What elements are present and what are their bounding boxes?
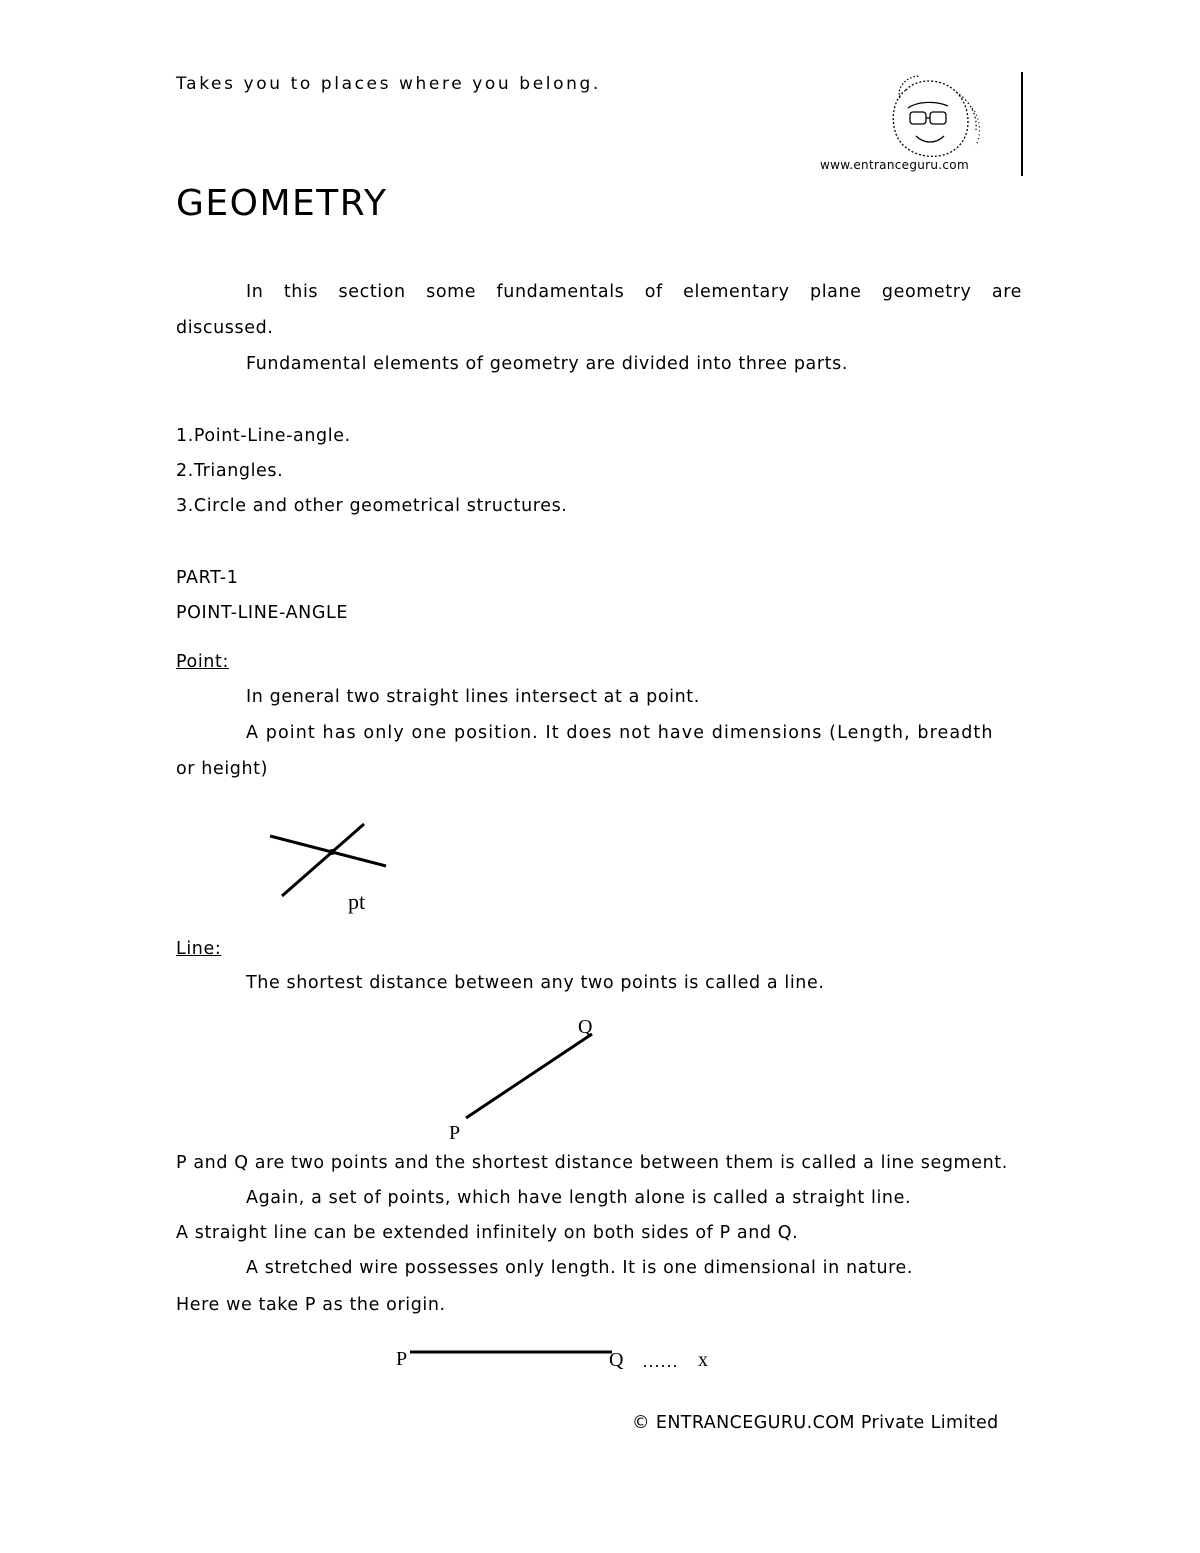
figure-line-a <box>270 836 386 866</box>
line-para-5: Here we take P as the origin. <box>176 1295 446 1315</box>
figure-line-b <box>282 824 364 896</box>
list-item: 2.Triangles. <box>176 461 284 481</box>
point-line-2: A point has only one position. It does not have dimensions (Length, breadth <box>246 723 994 743</box>
axis-figure <box>408 1342 628 1362</box>
part-subheading: POINT-LINE-ANGLE <box>176 603 348 623</box>
line-segment-figure <box>458 1026 618 1136</box>
intro-line-1-text: In this section some fundamentals of elementary plane geometry are <box>246 282 1022 302</box>
line-para-2: Again, a set of points, which have length alone is called a straight line. <box>246 1188 912 1208</box>
point-figure <box>260 818 400 918</box>
point-line-2-cont: or height) <box>176 759 269 779</box>
list-item: 3.Circle and other geometrical structures. <box>176 496 568 516</box>
segment-pq <box>466 1034 592 1118</box>
page-title: GEOMETRY <box>176 183 388 224</box>
axis-label-p: P <box>396 1348 408 1370</box>
line-para-3: A straight line can be extended infinitely on both sides of P and Q. <box>176 1223 799 1243</box>
point-heading: Point: <box>176 652 229 672</box>
part-heading: PART-1 <box>176 568 239 588</box>
list-item: 1.Point-Line-angle. <box>176 426 351 446</box>
segment-label-q: Q <box>578 1016 593 1038</box>
axis-dots: …… <box>642 1351 678 1371</box>
footer-copyright: © ENTRANCEGURU.COM Private Limited <box>632 1413 999 1433</box>
intersection-point <box>329 849 335 855</box>
header-tagline: Takes you to places where you belong. <box>176 74 601 94</box>
axis-label-x: x <box>698 1349 708 1371</box>
line-line-1: The shortest distance between any two points is called a line. <box>246 973 825 993</box>
line-para-4: A stretched wire possesses only length. It is one dimensional in nature. <box>246 1258 914 1278</box>
logo-url-text: www.entranceguru.com <box>820 158 969 172</box>
axis-label-q: Q <box>609 1349 624 1371</box>
logo <box>816 68 1026 178</box>
intro-line-2: Fundamental elements of geometry are divided into three parts. <box>246 354 848 374</box>
point-figure-label: pt <box>348 889 366 914</box>
intro-line-1 <box>176 282 1022 302</box>
intro-line-1-cont: discussed. <box>176 318 274 338</box>
line-heading: Line: <box>176 939 222 959</box>
line-para-1: P and Q are two points and the shortest distance between them is called a line segment. <box>176 1153 1008 1173</box>
segment-label-p: P <box>449 1122 461 1144</box>
point-line-1: In general two straight lines intersect at a point. <box>246 687 700 707</box>
